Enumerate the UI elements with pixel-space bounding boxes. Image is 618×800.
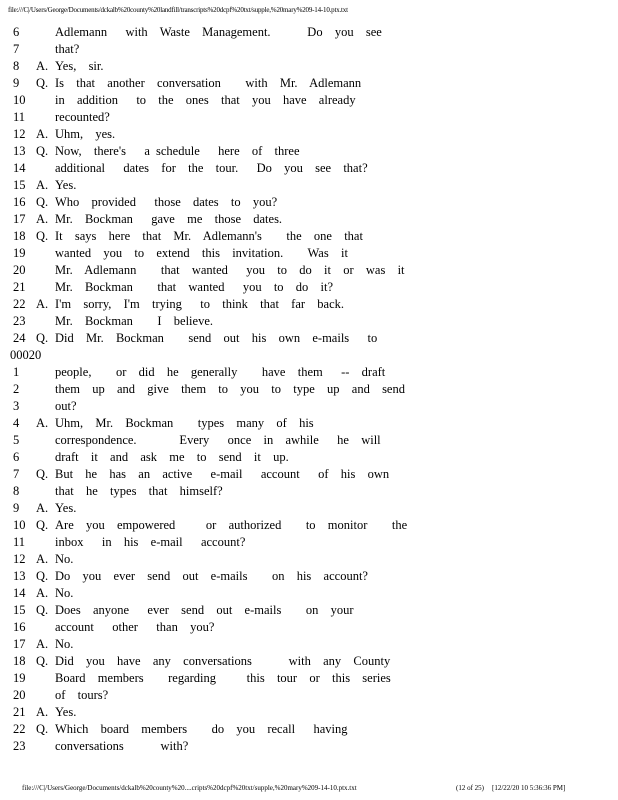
speaker-label: Q.: [36, 76, 49, 90]
transcript-line: [0, 483, 618, 500]
transcript-line: [0, 653, 618, 670]
footer-page-count: (12 of 25): [456, 784, 484, 792]
line-text: conversations with?: [55, 739, 189, 753]
line-text: Do you ever send out e-mails on his account?: [55, 569, 368, 583]
line-text: Yes.: [55, 705, 77, 719]
line-number: 14: [13, 586, 26, 600]
transcript-line: [0, 534, 618, 551]
transcript-line: [0, 364, 618, 381]
line-number: 9: [13, 76, 20, 90]
transcript-line: [0, 568, 618, 585]
transcript-line: [0, 466, 618, 483]
transcript-line: [0, 381, 618, 398]
line-number: 7: [13, 42, 20, 56]
transcript-line: [0, 415, 618, 432]
transcript-line: [0, 330, 618, 347]
line-number: 15: [13, 603, 26, 617]
line-text: Yes.: [55, 501, 77, 515]
line-number: 10: [13, 518, 26, 532]
speaker-label: A.: [36, 178, 49, 192]
footer-file-path: file:///C|/Users/George/Documents/dckalb%20county%20....cripts%20dcpf%20txt/supple,%20mary%209-14-10.ptx.txt: [22, 784, 357, 792]
line-number: 18: [13, 654, 26, 668]
line-text: Uhm, yes.: [55, 127, 116, 141]
line-number: 19: [13, 246, 26, 260]
line-text: Yes, sir.: [55, 59, 104, 73]
transcript-line: [0, 517, 618, 534]
line-text: Now, there's a schedule here of three: [55, 144, 300, 158]
line-text: that?: [55, 42, 80, 56]
speaker-label: A.: [36, 127, 49, 141]
transcript-line: [0, 211, 618, 228]
line-number: 16: [13, 620, 26, 634]
line-number: 12: [13, 552, 26, 566]
speaker-label: A.: [36, 416, 49, 430]
line-text: No.: [55, 637, 74, 651]
line-number: 20: [13, 263, 26, 277]
line-number: 11: [13, 110, 26, 124]
line-number: 16: [13, 195, 26, 209]
transcript-line: [0, 738, 618, 755]
transcript-line: [0, 279, 618, 296]
transcript-line: [0, 500, 618, 517]
line-number: 22: [13, 722, 26, 736]
page-marker-text: 00020: [10, 348, 42, 362]
transcript-line: [0, 551, 618, 568]
line-text: Are you empowered or authorized to monitor the: [55, 518, 408, 532]
file-path-header: file:///C|/Users/George/Documents/dckalb%20county%20landfill/transcripts%20dcpf%20txt/supple,%20mary%209-14-10.ptx.txt: [8, 6, 348, 14]
transcript-line: [0, 75, 618, 92]
transcript-line: [0, 585, 618, 602]
line-text: additional dates for the tour. Do you see that?: [55, 161, 368, 175]
line-text: Uhm, Mr. Bockman types many of his: [55, 416, 314, 430]
line-text: I'm sorry, I'm trying to think that far back.: [55, 297, 345, 311]
transcript-line: [0, 143, 618, 160]
line-number: 11: [13, 535, 26, 549]
line-text: Is that another conversation with Mr. Adlemann: [55, 76, 362, 90]
line-number: 14: [13, 161, 26, 175]
speaker-label: A.: [36, 637, 49, 651]
line-text: out?: [55, 399, 77, 413]
speaker-label: A.: [36, 59, 49, 73]
line-number: 17: [13, 637, 26, 651]
line-number: 7: [13, 467, 20, 481]
line-text: correspondence. Every once in awhile he will: [55, 433, 381, 447]
transcript-line: [0, 262, 618, 279]
line-text: Mr. Bockman gave me those dates.: [55, 212, 283, 226]
line-number: 4: [13, 416, 20, 430]
line-number: 13: [13, 144, 26, 158]
line-number: 1: [13, 365, 20, 379]
transcript-line: [0, 449, 618, 466]
speaker-label: A.: [36, 212, 49, 226]
line-text: Mr. Bockman that wanted you to do it?: [55, 280, 334, 294]
speaker-label: Q.: [36, 467, 49, 481]
speaker-label: Q.: [36, 331, 49, 345]
speaker-label: A.: [36, 501, 49, 515]
transcript-line: [0, 721, 618, 738]
line-text: Did you have any conversations with any County: [55, 654, 391, 668]
page-number-marker: [0, 347, 618, 364]
transcript-line: [0, 636, 618, 653]
line-text: Board members regarding this tour or this series: [55, 671, 391, 685]
line-text: people, or did he generally have them -- draft: [55, 365, 386, 379]
line-text: No.: [55, 552, 74, 566]
line-number: 6: [13, 450, 20, 464]
line-text: inbox in his e-mail account?: [55, 535, 246, 549]
speaker-label: Q.: [36, 603, 49, 617]
transcript-line: [0, 228, 618, 245]
speaker-label: A.: [36, 297, 49, 311]
transcript-line: [0, 177, 618, 194]
transcript-line: [0, 670, 618, 687]
line-number: 12: [13, 127, 26, 141]
transcript-line: [0, 109, 618, 126]
transcript-line: [0, 24, 618, 41]
line-text: No.: [55, 586, 74, 600]
line-number: 22: [13, 297, 26, 311]
line-number: 9: [13, 501, 20, 515]
transcript-line: [0, 296, 618, 313]
speaker-label: Q.: [36, 518, 49, 532]
line-number: 5: [13, 433, 20, 447]
line-text: Which board members do you recall having: [55, 722, 348, 736]
line-number: 23: [13, 739, 26, 753]
line-text: wanted you to extend this invitation. Was it: [55, 246, 348, 260]
line-number: 23: [13, 314, 26, 328]
transcript-line: [0, 58, 618, 75]
transcript-line: [0, 194, 618, 211]
line-number: 2: [13, 382, 20, 396]
line-number: 20: [13, 688, 26, 702]
line-number: 8: [13, 484, 20, 498]
transcript-line: [0, 398, 618, 415]
line-text: Mr. Bockman I believe.: [55, 314, 213, 328]
speaker-label: A.: [36, 552, 49, 566]
transcript-line: [0, 245, 618, 262]
line-text: Did Mr. Bockman send out his own e-mails to: [55, 331, 378, 345]
speaker-label: Q.: [36, 722, 49, 736]
line-number: 18: [13, 229, 26, 243]
line-number: 6: [13, 25, 20, 39]
line-text: It says here that Mr. Adlemann's the one that: [55, 229, 363, 243]
transcript-line: [0, 687, 618, 704]
speaker-label: Q.: [36, 144, 49, 158]
line-text: Who provided those dates to you?: [55, 195, 278, 209]
transcript-line: [0, 41, 618, 58]
transcript-line: [0, 602, 618, 619]
line-text: But he has an active e-mail account of his own: [55, 467, 390, 481]
speaker-label: Q.: [36, 654, 49, 668]
transcript-line: [0, 92, 618, 109]
speaker-label: A.: [36, 705, 49, 719]
transcript-line: [0, 704, 618, 721]
transcript-body: [0, 24, 618, 755]
transcript-line: [0, 619, 618, 636]
line-number: 21: [13, 705, 26, 719]
transcript-line: [0, 126, 618, 143]
line-text: recounted?: [55, 110, 110, 124]
speaker-label: A.: [36, 586, 49, 600]
line-text: of tours?: [55, 688, 109, 702]
speaker-label: Q.: [36, 229, 49, 243]
line-text: draft it and ask me to send it up.: [55, 450, 289, 464]
line-number: 3: [13, 399, 20, 413]
transcript-line: [0, 160, 618, 177]
line-text: in addition to the ones that you have already: [55, 93, 356, 107]
line-number: 21: [13, 280, 26, 294]
speaker-label: Q.: [36, 195, 49, 209]
line-text: account other than you?: [55, 620, 215, 634]
line-number: 19: [13, 671, 26, 685]
line-number: 8: [13, 59, 20, 73]
line-text: Adlemann with Waste Management. Do you see: [55, 25, 382, 39]
line-number: 17: [13, 212, 26, 226]
line-text: Does anyone ever send out e-mails on your: [55, 603, 354, 617]
footer-timestamp: [12/22/20 10 5:36:36 PM]: [492, 784, 566, 792]
line-text: that he types that himself?: [55, 484, 223, 498]
line-text: Mr. Adlemann that wanted you to do it or was it: [55, 263, 405, 277]
line-text: them up and give them to you to type up and send: [55, 382, 405, 396]
line-number: 15: [13, 178, 26, 192]
line-number: 24: [13, 331, 26, 345]
speaker-label: Q.: [36, 569, 49, 583]
line-number: 13: [13, 569, 26, 583]
line-number: 10: [13, 93, 26, 107]
transcript-line: [0, 432, 618, 449]
line-text: Yes.: [55, 178, 77, 192]
transcript-line: [0, 313, 618, 330]
